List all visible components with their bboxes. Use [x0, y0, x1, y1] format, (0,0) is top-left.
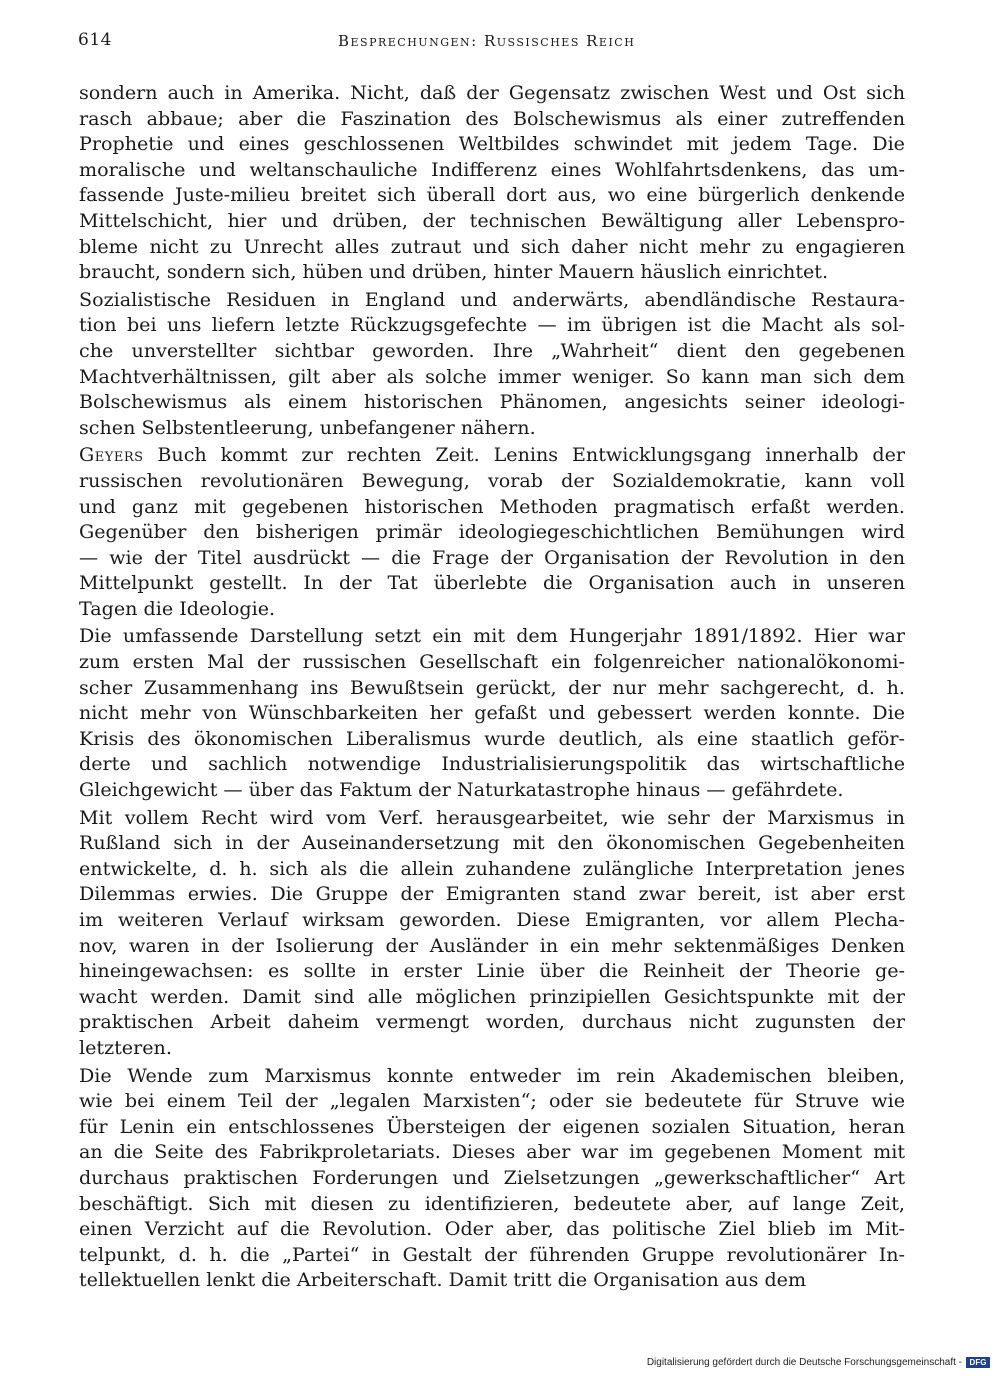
- page-number: 614: [78, 30, 112, 50]
- text-line: durchaus praktischen Forderungen und Zielsetzungen „gewerkschaftlicher“ Art: [79, 1165, 905, 1189]
- text-line: bleme nicht zu Unrecht alles zutraut und sich daher nicht mehr zu engagieren: [79, 234, 905, 258]
- text-line: rasch abbaue; aber die Faszination des Bolschewismus als einer zutreffenden: [79, 106, 905, 130]
- text-line: fassende Juste-milieu breitet sich überall dort aus, wo eine bürgerlich denkende: [79, 183, 905, 207]
- text-line: praktischen Arbeit daheim vermengt worden, durchaus nicht zugunsten der: [79, 1010, 905, 1034]
- text-line: derte und sachlich notwendige Industrialisierungspolitik das wirtschaftliche: [79, 752, 905, 776]
- text-line: Bolschewismus als einem historischen Phänomen, angesichts seiner ideologi-: [79, 390, 905, 414]
- text-line: sondern auch in Amerika. Nicht, daß der Gegensatz zwischen West und Ost sich: [79, 81, 905, 104]
- text-line: Krisis des ökonomischen Liberalismus wurde deutlich, als eine staatlich geför-: [79, 726, 905, 750]
- text-line: nov, waren in der Isolierung der Ausländer in ein mehr sektenmäßiges Denken: [79, 933, 905, 957]
- paragraph: [79, 805, 905, 1061]
- text-line: braucht, sondern sich, hüben und drüben, hinter Mauern häuslich einrichtet.: [79, 260, 829, 284]
- text-line: schen Selbstentleerung, unbefangener nähern.: [79, 415, 536, 439]
- text-line: — wie der Titel ausdrückt — die Frage der Organisation der Revolution in den: [79, 545, 905, 569]
- text-line: wie bei einem Teil der „legalen Marxisten“; oder sie bedeutete für Struve wie: [79, 1089, 905, 1113]
- text-line: an die Seite des Fabrikproletariats. Dieses aber war im gegebenen Moment mit: [79, 1140, 905, 1164]
- running-head: Besprechungen: Russisches Reich: [338, 32, 636, 50]
- text-line: Dilemmas erwies. Die Gruppe der Emigranten stand zwar bereit, ist aber erst: [79, 882, 905, 906]
- body-text: [79, 80, 905, 1295]
- text-line: scher Zusammenhang ins Bewußtsein gerückt, der nur mehr sachgerecht, d. h.: [79, 675, 905, 699]
- text-line: beschäftigt. Sich mit diesen zu identifizieren, bedeutete aber, auf lange Zeit,: [79, 1191, 905, 1215]
- text-line: Gegenüber den bisherigen primär ideologiegeschichtlichen Bemühungen wird: [79, 520, 905, 544]
- text-line: Mittelschicht, hier und drüben, der technischen Bewältigung aller Lebenspro-: [79, 208, 905, 232]
- text-line: wacht werden. Damit sind alle möglichen prinzipiellen Gesichtspunkte mit der: [79, 984, 905, 1008]
- text-line-rest: Buch kommt zur rechten Zeit. Lenins Entwicklungsgang innerhalb der: [143, 443, 905, 467]
- text-line: nicht mehr von Wünschbarkeiten her gefaßt und gebessert werden konnte. Die: [79, 701, 905, 725]
- paragraph: [79, 1063, 905, 1293]
- text-line: russischen revolutionären Bewegung, vorab der Sozialdemokratie, kann voll: [79, 468, 905, 492]
- text-line: Rußland sich in der Auseinandersetzung mit den ökonomischen Gegebenheiten: [79, 831, 905, 855]
- text-line: hineingewachsen: es sollte in erster Linie über die Reinheit der Theorie ge-: [79, 959, 905, 983]
- paragraph: [79, 623, 905, 802]
- text-line: im weiteren Verlauf wirksam geworden. Diese Emigranten, vor allem Plecha-: [79, 908, 905, 931]
- text-line: letzteren.: [79, 1035, 172, 1059]
- text-line: che unverstellter sichtbar geworden. Ihre „Wahrheit“ dient den gegebenen: [79, 338, 905, 362]
- text-line: moralische und weltanschauliche Indifferenz eines Wohlfahrtsdenkens, das um-: [79, 157, 905, 181]
- text-line: Mittelpunkt gestellt. In der Tat überlebte die Organisation auch in unseren: [79, 571, 905, 595]
- text-line: Sozialistische Residuen in England und anderwärts, abendländische Restaura-: [79, 287, 905, 311]
- text-line: Tagen die Ideologie.: [79, 596, 276, 620]
- text-line: einen Verzicht auf die Revolution. Oder aber, das politische Ziel blieb im Mit-: [79, 1217, 905, 1241]
- text-line: Gleichgewicht — über das Faktum der Naturkatastrophe hinaus — gefährdete.: [79, 778, 844, 802]
- text-line: zum ersten Mal der russischen Gesellschaft ein folgenreicher nationalökonomi-: [79, 650, 905, 674]
- dfg-logo: DFG: [966, 1357, 990, 1368]
- text-line: Prophetie und eines geschlossenen Weltbildes schwindet mit jedem Tage. Die: [79, 132, 905, 156]
- text-line: Die Wende zum Marxismus konnte entweder im rein Akademischen bleiben,: [79, 1063, 905, 1087]
- text-line: entwickelte, d. h. sich als die allein zuhandene zulängliche Interpretation jenes: [79, 856, 905, 880]
- footer-credit: Digitalisierung gefördert durch die Deutsche Forschungsgemeinschaft -: [646, 1357, 962, 1368]
- text-line: tion bei uns liefern letzte Rückzugsgefechte — im übrigen ist die Macht als sol-: [79, 313, 905, 337]
- text-line: tellektuellen lenkt die Arbeiterschaft. Damit tritt die Organisation aus dem: [79, 1268, 807, 1292]
- paragraph: [79, 442, 905, 621]
- paragraph: [79, 80, 905, 285]
- footer: [647, 1357, 990, 1368]
- paragraph: [79, 287, 905, 441]
- text-line: Mit vollem Recht wird vom Verf. herausgearbeitet, wie sehr der Marxismus in: [79, 805, 905, 829]
- page-header: [78, 30, 906, 56]
- author-name: Geyers: [79, 443, 144, 467]
- text-line: und ganz mit gegebenen historischen Methoden pragmatisch erfaßt werden.: [79, 494, 905, 518]
- text-line: [79, 442, 905, 468]
- text-line: Die umfassende Darstellung setzt ein mit dem Hungerjahr 1891/1892. Hier war: [79, 624, 905, 648]
- text-line: für Lenin ein entschlossenes Übersteigen der eigenen sozialen Situation, heran: [79, 1114, 905, 1138]
- text-line: telpunkt, d. h. die „Partei“ in Gestalt der führenden Gruppe revolutionärer In-: [79, 1242, 905, 1266]
- text-line: Machtverhältnissen, gilt aber als solche immer weniger. So kann man sich dem: [79, 364, 905, 388]
